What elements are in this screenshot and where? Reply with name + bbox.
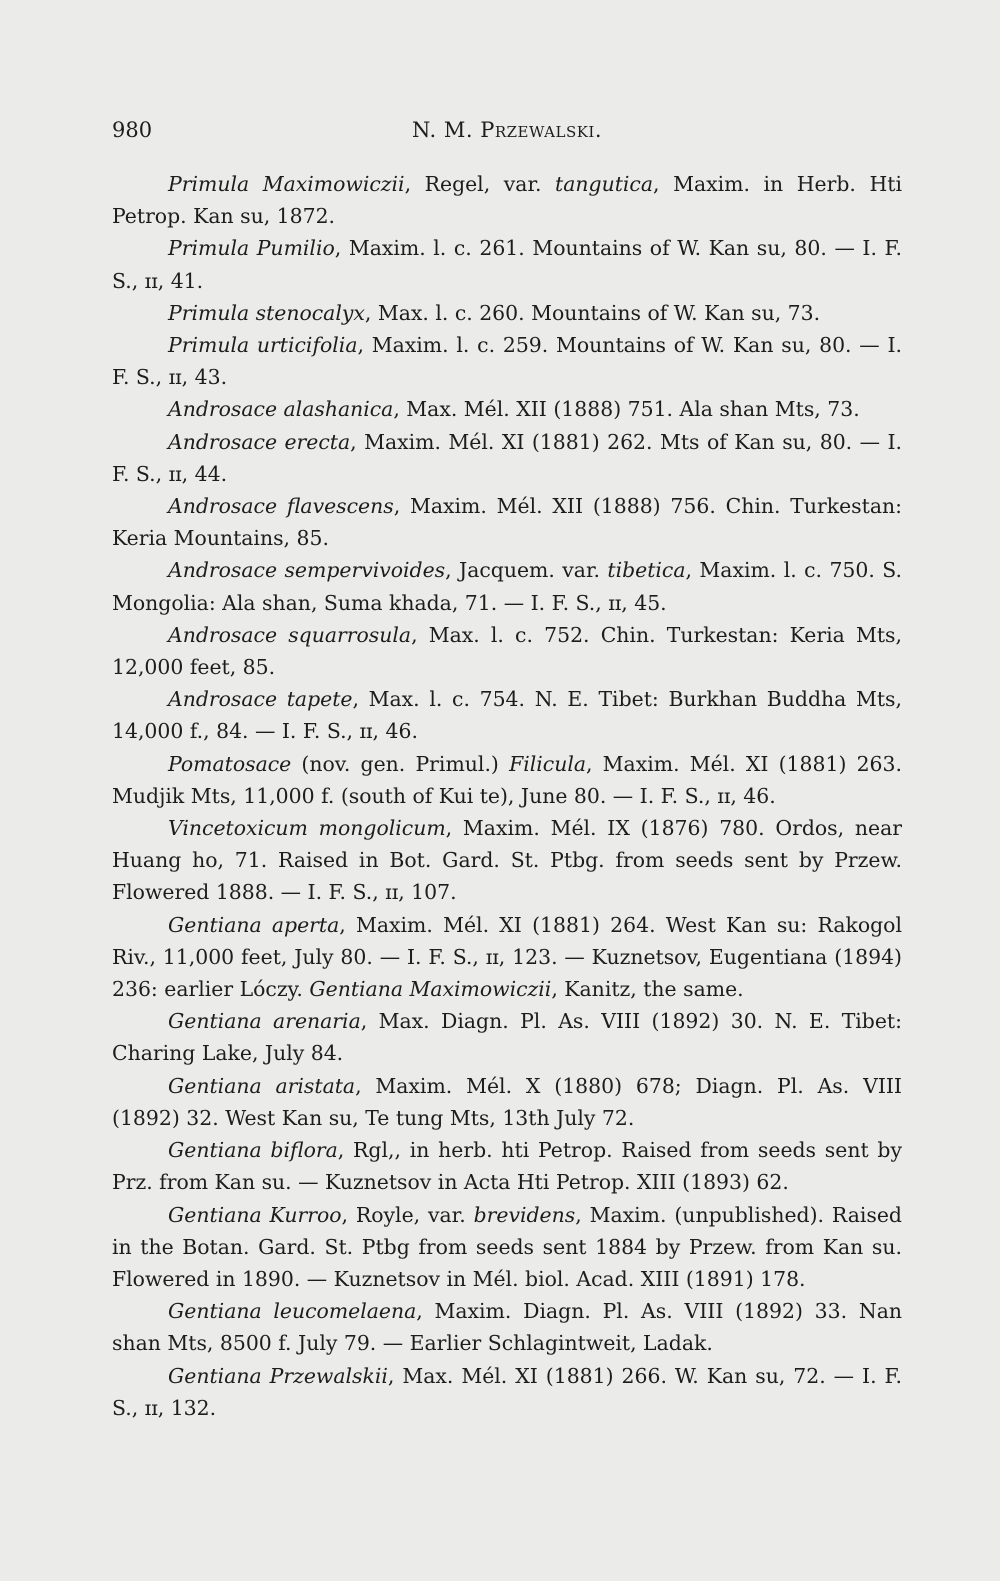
species-citation: , Maxim. Mél. XI (1881) 264. West Kan su: Rakogol Riv., 11,000 feet, July 80. — I. F. S., ɪɪ, 123. — Kuznetsov, Eugentiana (1894) 236: earlier Lóczy.	[112, 912, 902, 1002]
species-entry	[112, 426, 902, 490]
species-name: Pomatosace	[168, 751, 292, 776]
species-name: Androsace tapete	[168, 687, 353, 712]
species-citation: , Jacquem. var.	[445, 558, 608, 583]
species-citation: , Max. Mél. XI (1881) 266. W. Kan su, 72. — I. F. S., ɪɪ, 132.	[112, 1363, 902, 1420]
species-name: Gentiana Przewalskii	[168, 1363, 388, 1388]
species-citation: , Maxim. (unpublished). Raised in the Botan. Gard. St. Ptbg from seeds sent 1884 by Przew. from Kan su. Flowered in 1890. — Kuznetsov in Mél. biol. Acad. XIII (1891) 178.	[112, 1202, 902, 1291]
species-entry	[112, 1360, 902, 1424]
species-name: Primula urticifolia	[168, 333, 358, 358]
species-citation: , Maxim. Mél. XI (1881) 262. Mts of Kan su, 80. — I. F. S., ɪɪ, 44.	[112, 429, 902, 486]
species-name: tangutica	[555, 172, 653, 196]
species-entry	[112, 297, 902, 329]
species-name: tibetica	[607, 558, 686, 583]
page-number: 980	[112, 118, 153, 142]
species-name: Gentiana Kurroo	[168, 1202, 342, 1227]
species-name: Vincetoxicum mongolicum	[168, 816, 446, 841]
species-citation: , Kanitz, the same.	[551, 977, 744, 1002]
species-citation: , Maxim. l. c. 261. Mountains of W. Kan su, 80. — I. F. S., ɪɪ, 41.	[112, 236, 902, 293]
species-entry	[112, 1199, 902, 1296]
species-name: Gentiana aristata	[168, 1073, 356, 1098]
species-entry	[112, 1005, 902, 1069]
species-name: brevidens	[473, 1202, 576, 1227]
species-entry	[112, 909, 902, 1006]
species-entry	[112, 1134, 902, 1198]
species-entry	[112, 812, 902, 909]
species-citation: , Regel, var.	[404, 172, 556, 196]
species-name: Androsace squarrosula	[168, 622, 412, 647]
species-entry	[112, 683, 902, 747]
species-name: Primula Maximowiczii	[168, 172, 405, 196]
species-name: Gentiana Maximowiczii	[309, 977, 552, 1002]
species-entry	[112, 490, 902, 554]
species-name: Androsace flavescens	[168, 494, 394, 519]
species-citation: , Maxim. l. c. 259. Mountains of W. Kan su, 80. — I. F. S., ɪɪ, 43.	[112, 333, 902, 390]
running-head-text: N. M. Przewalski.	[411, 118, 603, 142]
species-entry	[112, 329, 902, 393]
species-name: Gentiana biflora	[168, 1138, 338, 1163]
species-citation: , Max. Mél. XII (1888) 751. Ala shan Mts, 73.	[393, 397, 860, 422]
species-name: Filicula	[509, 751, 587, 776]
running-head	[112, 118, 902, 142]
species-citation: , Maxim. in Herb. Hti Petrop. Kan su, 1872.	[112, 172, 902, 229]
species-citation: , Maxim. Mél. XII (1888) 756. Chin. Turkestan: Keria Mountains, 85.	[112, 494, 902, 551]
species-citation: , Rgl,, in herb. hti Petrop. Raised from seeds sent by Prz. from Kan su. — Kuznetsov in Acta Hti Petrop. XIII (1893) 62.	[112, 1138, 902, 1195]
species-name: Androsace erecta	[168, 429, 351, 454]
species-name: Primula stenocalyx	[168, 300, 365, 325]
species-name: Androsace alashanica	[168, 397, 394, 422]
species-entry	[112, 748, 902, 812]
species-entry	[112, 232, 902, 296]
species-citation: , Maxim. Mél. X (1880) 678; Diagn. Pl. As. VIII (1892) 32. West Kan su, Te tung Mts, 13th July 72.	[112, 1073, 902, 1130]
species-citation: , Max. l. c. 260. Mountains of W. Kan su, 73.	[364, 300, 821, 325]
species-name: Primula Pumilio	[168, 236, 335, 261]
species-entry	[112, 619, 902, 683]
species-name: Gentiana arenaria	[168, 1009, 361, 1034]
species-list	[112, 168, 902, 1424]
species-citation: , Max. Diagn. Pl. As. VIII (1892) 30. N. E. Tibet: Charing Lake, July 84.	[112, 1009, 902, 1066]
species-citation: , Maxim. Mél. IX (1876) 780. Ordos, near Huang ho, 71. Raised in Bot. Gard. St. Ptbg. from seeds sent by Przew. Flowered 1888. — I. F. S., ɪɪ, 107.	[112, 816, 903, 905]
species-citation: , Royle, var.	[341, 1202, 474, 1227]
species-entry	[112, 1295, 902, 1359]
species-citation: , Maxim. Diagn. Pl. As. VIII (1892) 33. Nan shan Mts, 8500 f. July 79. — Earlier Schlagintweit, Ladak.	[112, 1299, 902, 1356]
species-citation: (nov. gen. Primul.)	[291, 751, 510, 776]
species-name: Gentiana leucomelaena	[168, 1299, 417, 1324]
page-header	[112, 118, 902, 150]
species-entry	[112, 1070, 902, 1134]
species-citation: , Maxim. l. c. 750. S. Mongolia: Ala shan, Suma khada, 71. — I. F. S., ɪɪ, 45.	[112, 558, 902, 615]
species-entry	[112, 554, 902, 618]
species-entry	[112, 393, 902, 425]
species-citation: , Maxim. Mél. XI (1881) 263. Mudjik Mts, 11,000 f. (south of Kui te), June 80. — I. F. S., ɪɪ, 46.	[112, 751, 902, 808]
species-name: Gentiana aperta	[168, 912, 340, 937]
species-citation: , Max. l. c. 752. Chin. Turkestan: Keria Mts, 12,000 feet, 85.	[112, 622, 902, 680]
species-name: Androsace sempervivoides	[168, 558, 446, 583]
species-citation: , Max. l. c. 754. N. E. Tibet: Burkhan Buddha Mts, 14,000 f., 84. — I. F. S., ɪɪ, 46.	[112, 687, 902, 744]
species-entry	[112, 168, 902, 232]
